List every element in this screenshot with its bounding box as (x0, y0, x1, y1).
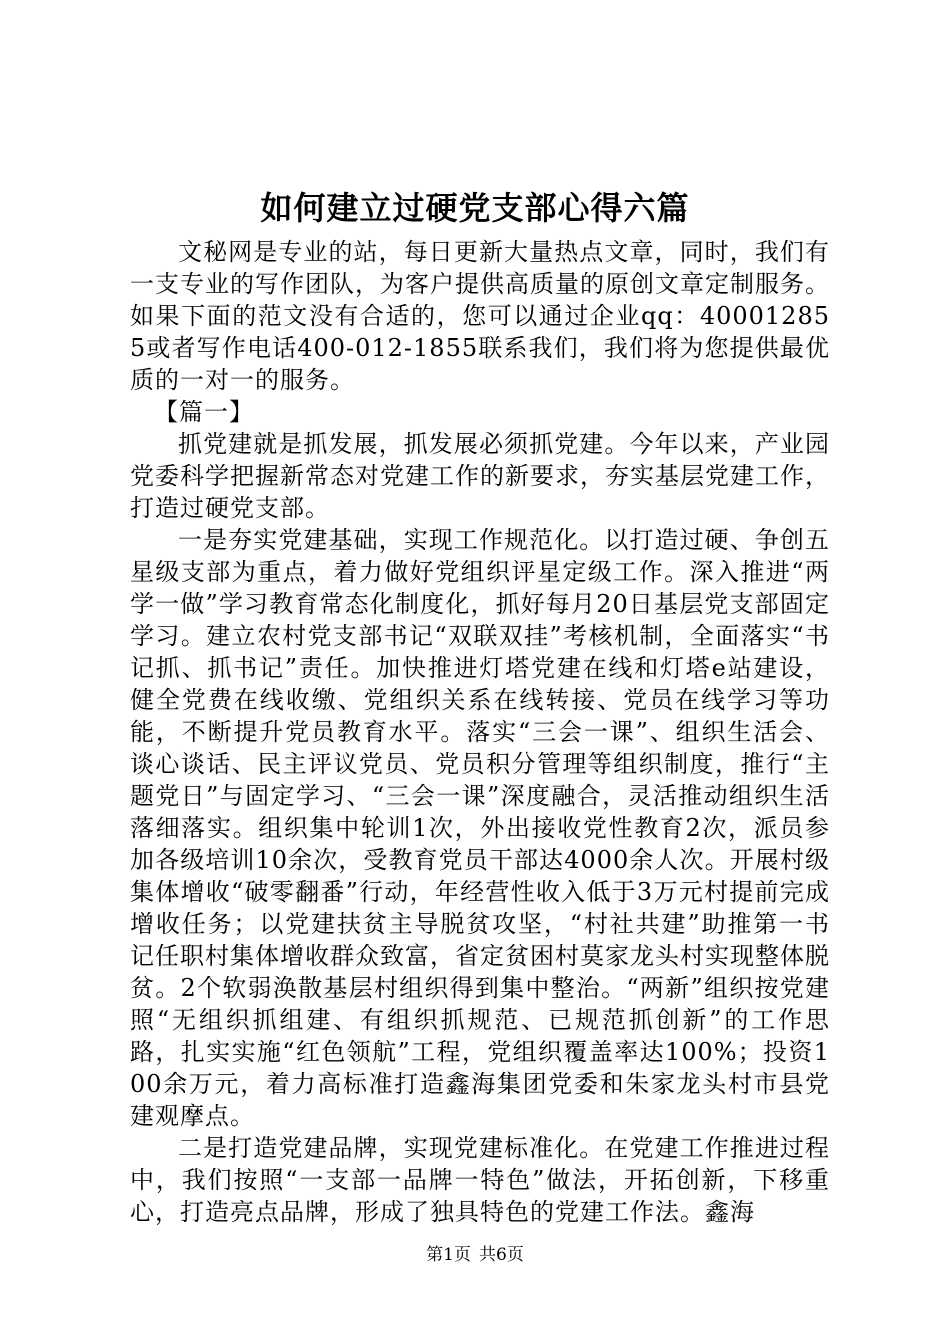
page-number: 第1页 (426, 1245, 471, 1265)
section-label: 【篇一】 (154, 398, 254, 426)
body-paragraph: 一是夯实党建基础，实现工作规范化。以打造过硬、争创五星级支部为重点，着力做好党组织评星定级工作。深入推进“两学一做”学习教育常态化制度化，抓好每月20日基层党支部固定学习。建立农村党支部书记“双联双挂”考核机制，全面落实“书记抓、抓书记”责任。加快推进灯塔党建在线和灯塔e站建设，健全党费在线收缴、党组织关系在线转接、党员在线学习等功能，不断提升党员教育水平。落实“三会一课”、组织生活会、谈心谈话、民主评议党员、党员积分管理等组织制度，推行“主题党日”与固定学习、“三会一课”深度融合，灵活推动组织生活落细落实。组织集中轮训1次，外出接收党性教育2次，派员参加各级培训10余次，受教育党员干部达4000余人次。开展村级集体增收“破零翻番”行动，年经营性收入低于3万元村提前完成增收任务；以党建扶贫主导脱贫攻坚，“村社共建”助推第一书记任职村集体增收群众致富，省定贫困村莫家龙头村实现整体脱贫。2个软弱涣散基层村组织得到集中整治。“两新”组织按党建照“无组织抓组建、有组织抓规范、已规范抓创新”的工作思路，扎实实施“红色领航”工程，党组织覆盖率达100%；投资100余万元，着力高标准打造鑫海集团党委和朱家龙头村市县党建观摩点。 (130, 526, 830, 1130)
body-paragraph: 二是打造党建品牌，实现党建标准化。在党建工作推进过程中，我们按照“一支部一品牌一特色”做法，开拓创新，下移重心，打造亮点品牌，形成了独具特色的党建工作法。鑫海 (130, 1134, 830, 1226)
page-footer (0, 1243, 950, 1267)
document-body (130, 236, 830, 1228)
page-total: 共6页 (479, 1245, 524, 1265)
document-title: 如何建立过硬党支部心得六篇 (260, 189, 690, 227)
intro-paragraph: 文秘网是专业的站，每日更新大量热点文章，同时，我们有一支专业的写作团队，为客户提供高质量的原创文章定制服务。如果下面的范文没有合适的，您可以通过企业qq：400012855或者写作电话400-012-1855联系我们，我们将为您提供最优质的一对一的服务。 (130, 238, 830, 394)
body-paragraph: 抓党建就是抓发展，抓发展必须抓党建。今年以来，产业园党委科学把握新常态对党建工作的新要求，夯实基层党建工作，打造过硬党支部。 (130, 430, 830, 522)
